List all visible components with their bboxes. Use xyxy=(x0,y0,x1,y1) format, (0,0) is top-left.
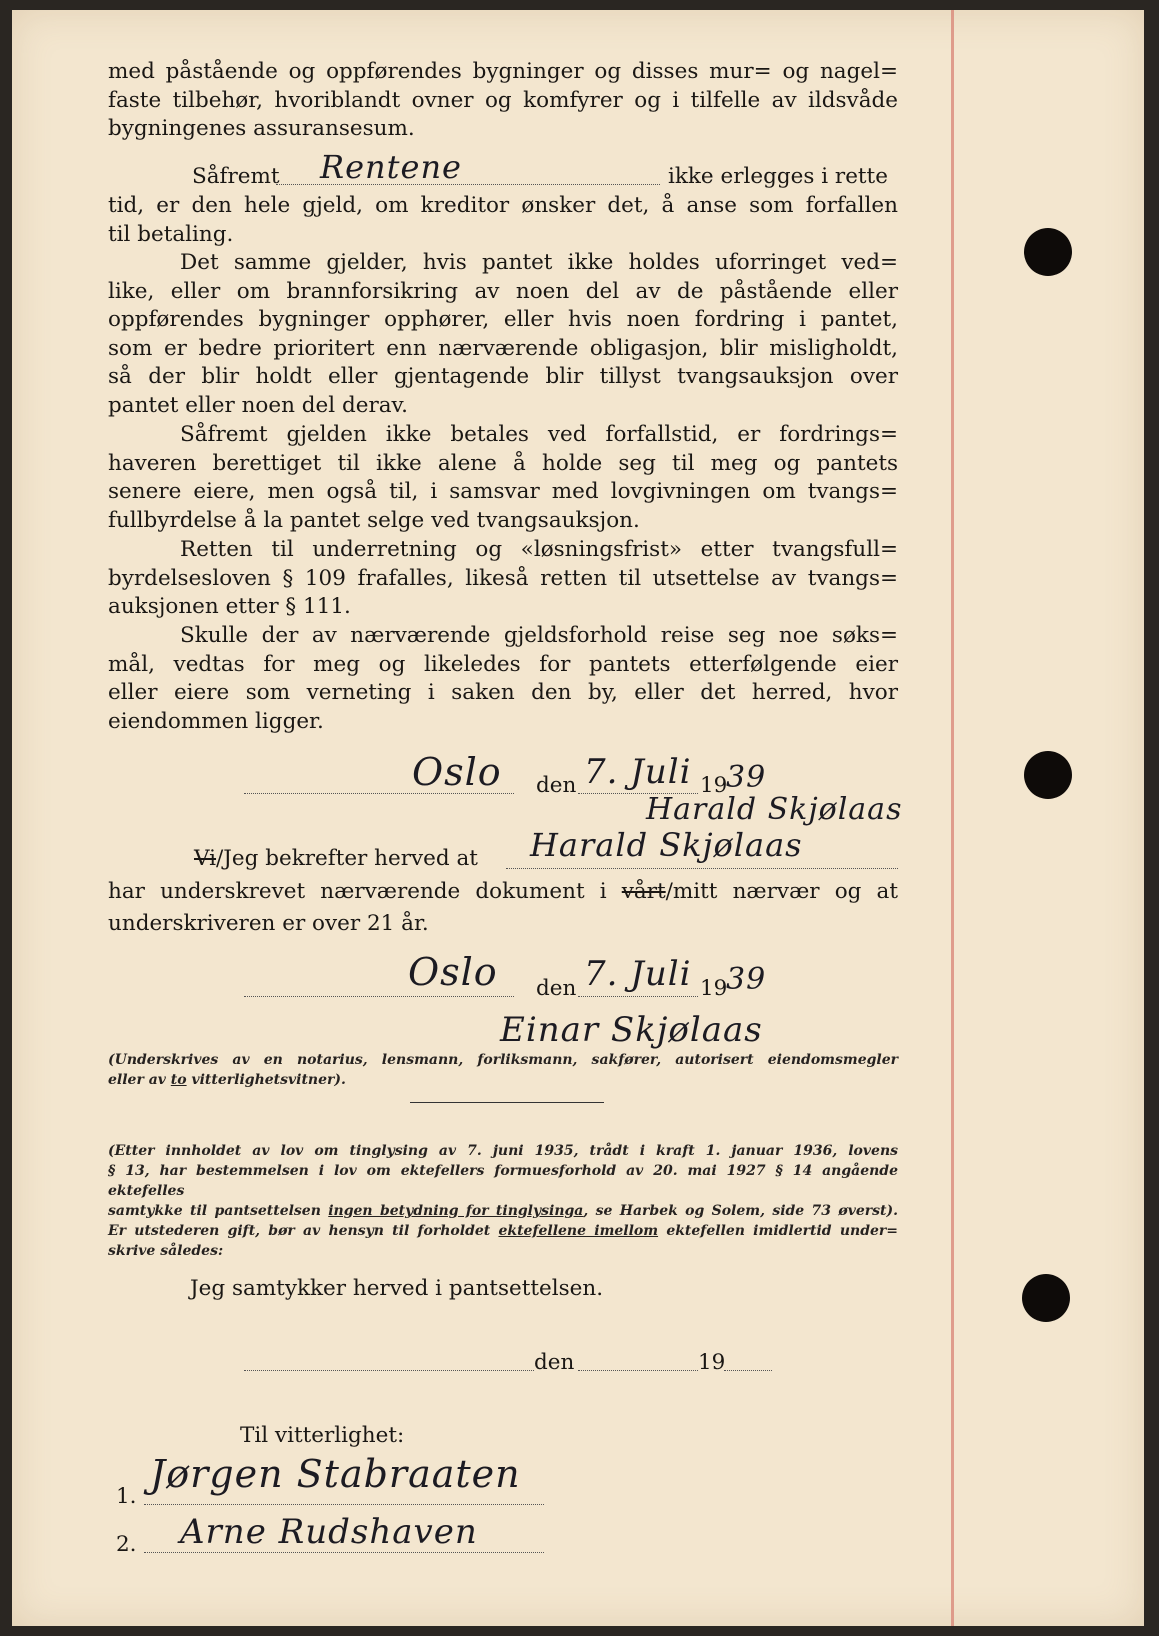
text-line: eller eiere som verneting i saken den by, eller det herred, hvor xyxy=(108,680,898,706)
text-line: tid, er den hele gjeld, om kreditor ønsker det, å anse som forfallen xyxy=(108,193,898,218)
date-den: den xyxy=(534,1350,575,1375)
text-line: pantet eller noen del derav. xyxy=(108,392,408,418)
separator-rule xyxy=(410,1102,604,1103)
text-line: byrdelsesloven § 109 frafalles, likeså retten til utsettelse av tvangs= xyxy=(108,565,898,591)
handwritten-date: 7. Juli xyxy=(584,752,692,792)
margin-rule xyxy=(951,10,954,1626)
text-line: like, eller om brannforsikring av noen del av de påstående eller xyxy=(108,278,898,304)
handwritten-rentene: Rentene xyxy=(320,148,462,186)
text-line: så der blir holdt eller gjentagende blir tillyst tvangsauksjon over xyxy=(108,364,898,390)
clause-maintenance xyxy=(108,249,898,421)
confirm-text-a: har underskrevet nærværende dokument i xyxy=(108,879,622,904)
text-line: underskriveren er over 21 år. xyxy=(108,910,429,936)
year-prefix: 19 xyxy=(700,773,728,798)
text-line: Det samme gjelder, hvis pantet ikke holdes uforringet ved= xyxy=(180,250,898,275)
text-line: som er bedre prioritert enn nærværende obligasjon, blir misligholdt, xyxy=(108,335,898,361)
punch-hole xyxy=(1024,751,1072,799)
clause-enforcement xyxy=(108,421,898,535)
text-line: mål, vedtas for meg og likeledes for pantets etterfølgende eier xyxy=(108,651,898,677)
clause-insurance xyxy=(108,58,898,144)
text-line: skrive således: xyxy=(108,1243,224,1259)
legal-note xyxy=(108,1141,898,1261)
year-prefix: 19 xyxy=(698,1350,726,1375)
safremt-prefix: Såfremt xyxy=(192,164,280,189)
consent-text: Jeg samtykker herved i pantsettelsen. xyxy=(190,1276,604,1301)
debtor-signature: Harald Skjølaas xyxy=(646,792,903,827)
confirm-text-b: /mitt nærvær og at xyxy=(665,879,898,904)
witness-signature: Einar Skjølaas xyxy=(500,1010,763,1050)
clause-venue xyxy=(108,622,898,736)
date-den: den xyxy=(536,976,577,1001)
clause-notice xyxy=(108,536,898,622)
witness-number: 2. xyxy=(116,1532,137,1557)
text-fragment: ektefellen imidlertid under= xyxy=(658,1223,898,1239)
text-line: Skulle der av nærværende gjeldsforhold reise seg noe søks= xyxy=(180,623,898,648)
text-line: eiendommen ligger. xyxy=(108,708,324,734)
text-fragment: to xyxy=(170,1072,187,1088)
text-line: til betaling. xyxy=(108,221,234,247)
text-line: auksjonen etter § 111. xyxy=(108,594,351,620)
text-line: § 13, har bestemmelsen i lov om ektefellers formuesforhold av 20. mai 1927 § 14 angående ektefelles xyxy=(108,1163,898,1199)
struck-vi: Vi xyxy=(194,846,217,871)
witness-1-signature: Jørgen Stabraaten xyxy=(150,1452,521,1496)
text-fragment: , se Harbek og Solem, side 73 øverst). xyxy=(583,1203,898,1219)
confirm-prefix: /Jeg bekrefter herved at xyxy=(216,846,478,871)
text-line: fullbyrdelse å la pantet selge ved tvangsauksjon. xyxy=(108,507,640,533)
text-fragment: ektefellene imellom xyxy=(498,1223,659,1239)
punch-hole xyxy=(1024,228,1072,276)
confirm-text xyxy=(108,878,898,938)
punch-hole xyxy=(1022,1274,1070,1322)
handwritten-year: 39 xyxy=(726,962,767,997)
text-line: faste tilbehør, hvoriblandt ovner og komfyrer og i tilfelle av ildsvåde xyxy=(108,87,898,113)
year-line xyxy=(724,1370,772,1371)
note-signer xyxy=(108,1050,898,1090)
text-line: senere eiere, men også til, i samsvar med lovgivningen om tvangs= xyxy=(108,479,898,505)
witness-number: 1. xyxy=(116,1484,137,1509)
text-line: Retten til underretning og «løsningsfrist» etter tvangsfull= xyxy=(180,537,898,562)
text-line: (Etter innholdet av lov om tinglysing av 7. juni 1935, trådt i kraft 1. januar 1936, lovens xyxy=(108,1143,898,1159)
text-fragment: ingen betydning for tinglysinga xyxy=(328,1203,584,1219)
handwritten-place: Oslo xyxy=(412,750,502,794)
clause-default xyxy=(108,192,898,249)
text-line: oppførendes bygninger opphører, eller hvis noen fordring i pantet, xyxy=(108,307,898,333)
struck-vart: vårt xyxy=(621,879,666,904)
handwritten-place: Oslo xyxy=(408,950,498,994)
text-line: med påstående og oppførendes bygninger og disses mur= og nagel= xyxy=(108,59,898,84)
text-line: Såfremt gjelden ikke betales ved forfallstid, er fordrings= xyxy=(180,422,898,447)
witness-2-signature: Arne Rudshaven xyxy=(180,1512,478,1552)
name-line xyxy=(506,868,898,869)
safremt-suffix: ikke erlegges i rette xyxy=(668,164,888,189)
confirm-line-1 xyxy=(194,846,478,871)
text-line: bygningenes assuransesum. xyxy=(108,116,415,142)
date-line xyxy=(578,1370,698,1371)
text-fragment: Er utstederen gift, bør av hensyn til forholdet xyxy=(108,1223,499,1239)
witness-heading: Til vitterlighet: xyxy=(240,1423,405,1448)
handwritten-debtor-name: Harald Skjølaas xyxy=(530,826,803,864)
text-line: haveren berettiget til ikke alene å holde seg til meg og pantets xyxy=(108,450,898,476)
date-den: den xyxy=(536,773,577,798)
place-line xyxy=(244,996,514,997)
text-fragment: eller av xyxy=(108,1072,171,1088)
year-prefix: 19 xyxy=(700,976,728,1001)
witness-line xyxy=(144,1552,544,1553)
place-line xyxy=(244,1370,534,1371)
handwritten-date: 7. Juli xyxy=(584,954,692,994)
text-fragment: vitterlighetsvitner). xyxy=(186,1072,346,1088)
handwritten-year: 39 xyxy=(726,760,767,795)
text-line: (Underskrives av en notarius, lensmann, forliksmann, sakfører, autorisert eiendomsmegler xyxy=(108,1052,898,1068)
date-line xyxy=(578,996,698,997)
text-fragment: samtykke til pantsettelsen xyxy=(108,1203,329,1219)
witness-line xyxy=(144,1504,544,1505)
